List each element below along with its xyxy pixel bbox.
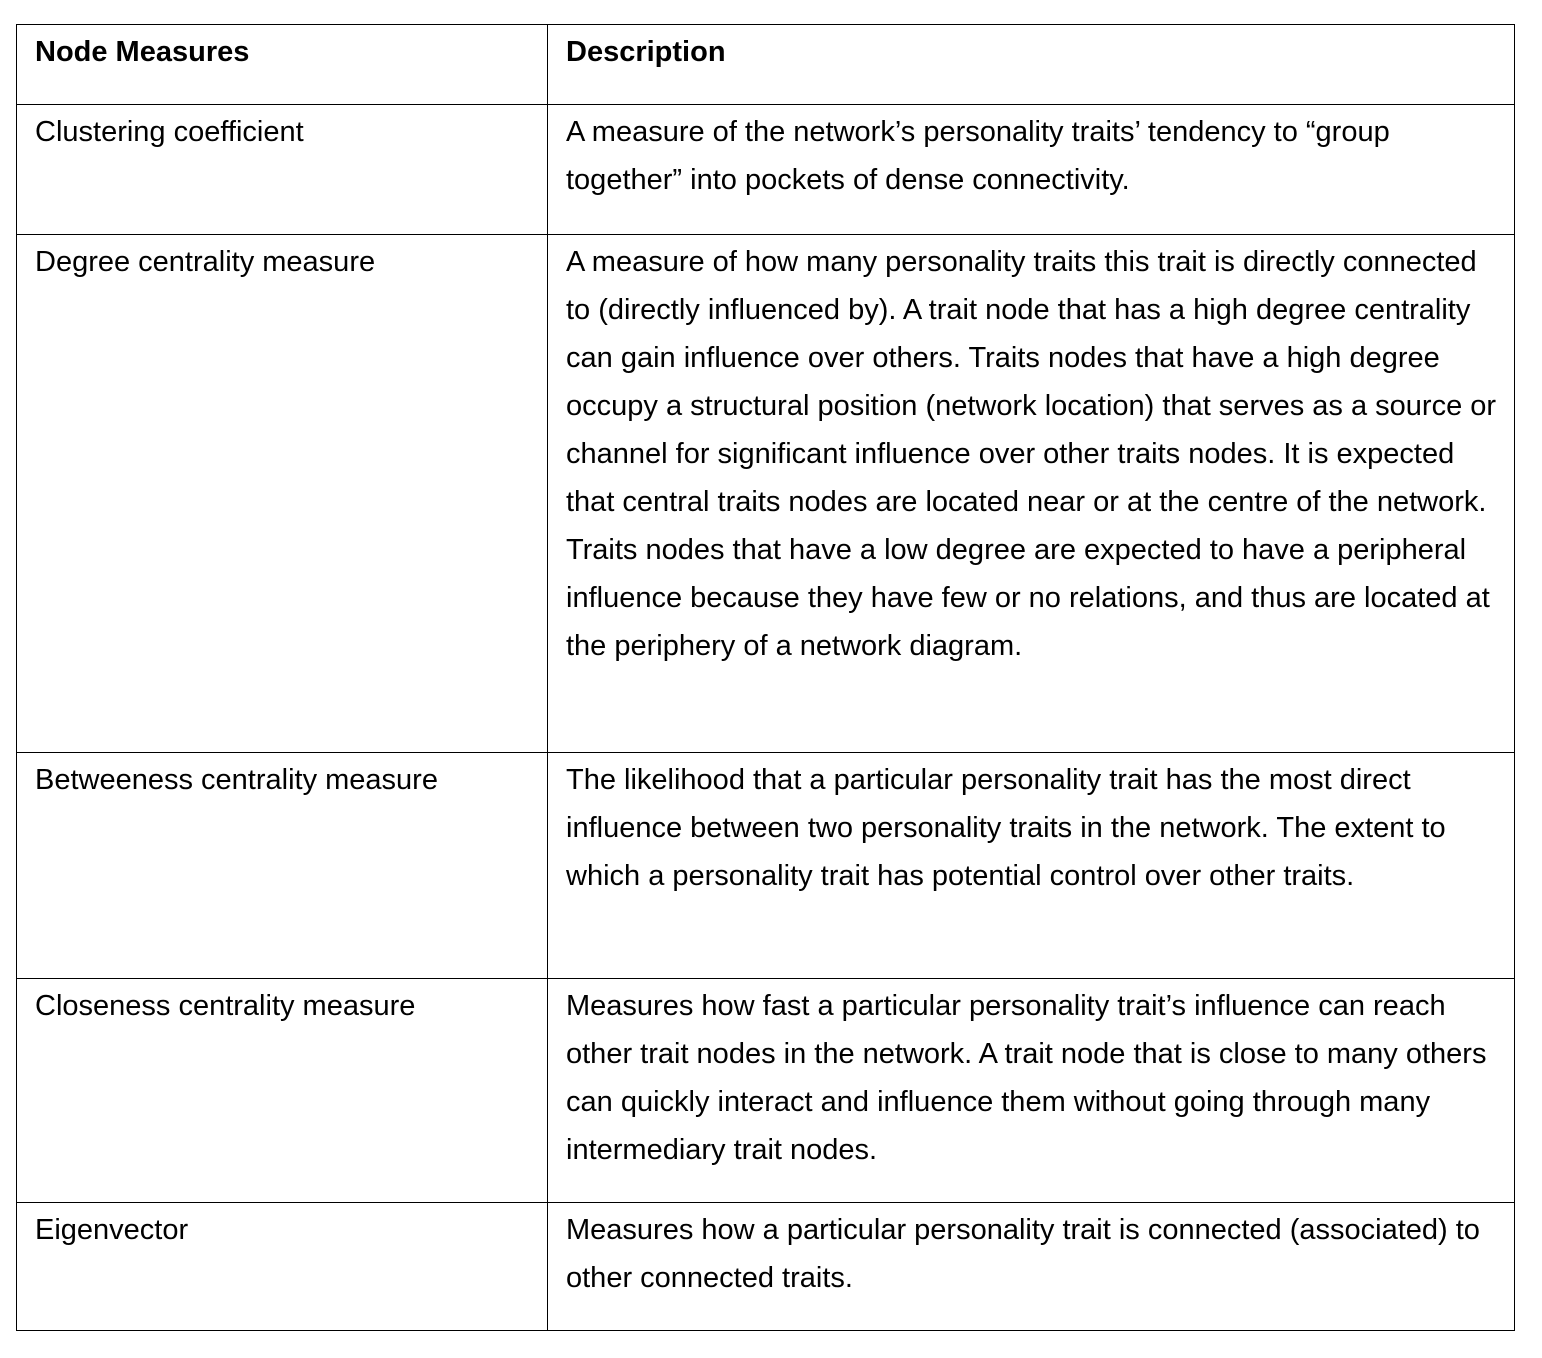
table-row: [17, 979, 1515, 1203]
measure-name: Closeness centrality measure: [17, 979, 548, 1203]
measure-description: Measures how a particular personality trait is connected (associated) to other connected traits.: [548, 1203, 1515, 1331]
measure-description: The likelihood that a particular personality trait has the most direct influence between two personality traits in the network. The extent to which a personality trait has potential control over other traits.: [548, 753, 1515, 979]
table-row: [17, 753, 1515, 979]
node-measures-table: [16, 24, 1515, 1331]
measure-description: Measures how fast a particular personality trait’s influence can reach other trait nodes in the network. A trait node that is close to many others can quickly interact and influence them without going through many intermediary trait nodes.: [548, 979, 1515, 1203]
measure-name: Degree centrality measure: [17, 235, 548, 753]
measure-name: Betweeness centrality measure: [17, 753, 548, 979]
measure-description: A measure of how many personality traits this trait is directly connected to (directly influenced by). A trait node that has a high degree centrality can gain influence over others. Traits nodes that have a high degree occupy a structural position (network location) that serves as a source or channel for significant influence over other traits nodes. It is expected that central traits nodes are located near or at the centre of the network. Traits nodes that have a low degree are expected to have a peripheral influence because they have few or no relations, and thus are located at the periphery of a network diagram.: [548, 235, 1515, 753]
table-row: [17, 235, 1515, 753]
table-row: [17, 1203, 1515, 1331]
header-description: Description: [548, 25, 1515, 105]
measure-name: Clustering coefficient: [17, 105, 548, 235]
table-row: [17, 105, 1515, 235]
measure-name: Eigenvector: [17, 1203, 548, 1331]
table-header-row: [17, 25, 1515, 105]
header-node-measures: Node Measures: [17, 25, 548, 105]
measure-description: A measure of the network’s personality traits’ tendency to “group together” into pockets of dense connectivity.: [548, 105, 1515, 235]
